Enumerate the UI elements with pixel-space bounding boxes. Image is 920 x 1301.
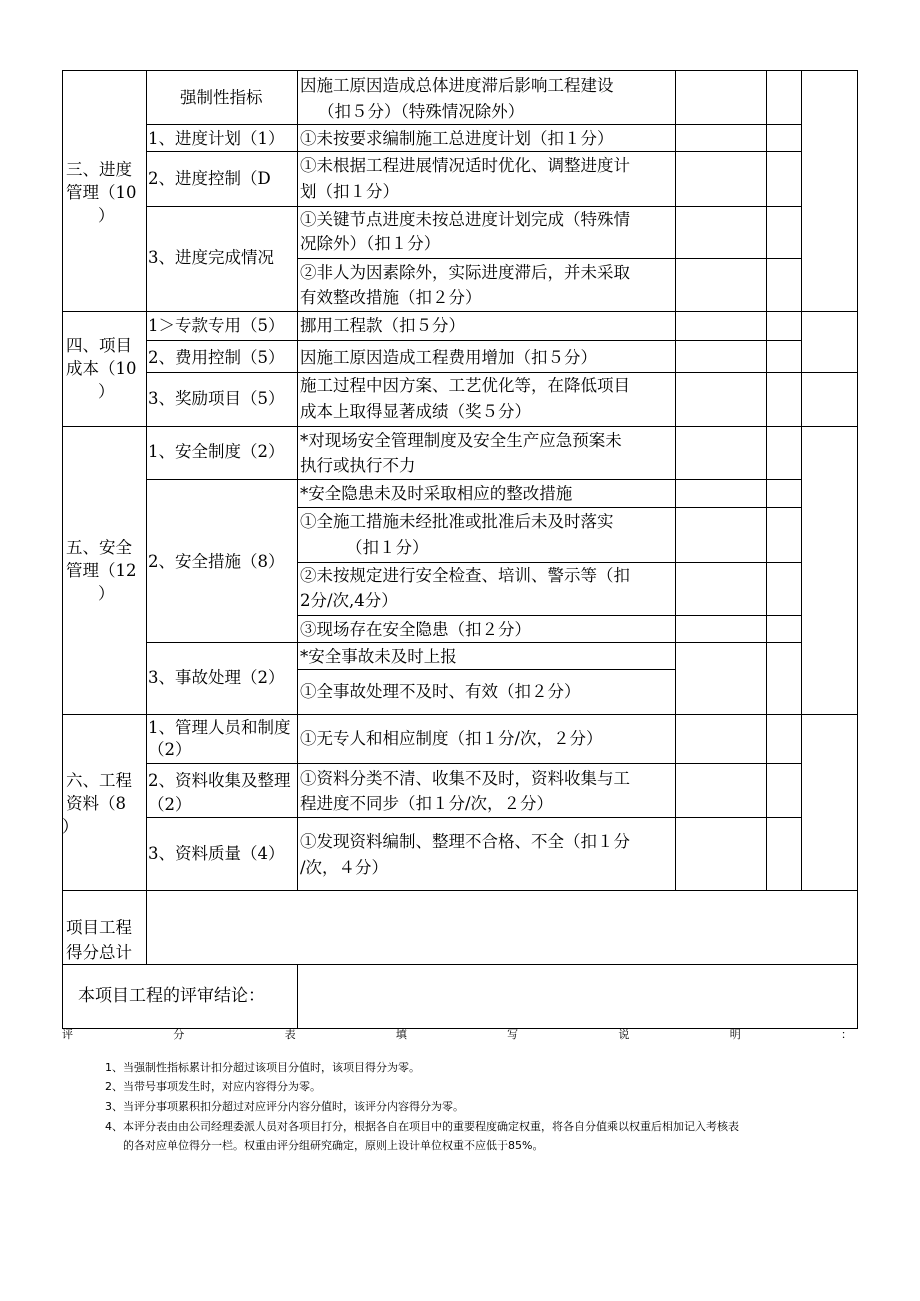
- criterion-line: /次，４分）: [300, 858, 389, 877]
- criterion-line: ①资料分类不清、收集不及时，资料收集与工: [300, 769, 630, 788]
- note-3: 3、当评分事项累积扣分超过对应评分内容分值时，该评分内容得分为零。: [105, 1100, 464, 1113]
- criterion-line: 因施工原因造成工程费用增加（扣５分）: [300, 348, 597, 367]
- item-doc-quality: 3、资料质量（4）: [148, 844, 285, 863]
- criterion-line: 挪用工程款（扣５分）: [300, 316, 465, 335]
- criterion-line: 因施工原因造成总体进度滞后影响工程建设: [300, 76, 614, 95]
- legend-char: 写: [507, 1028, 519, 1041]
- criterion-line: ③现场存在安全隐患（扣２分）: [300, 620, 531, 639]
- legend-char: ：: [840, 1028, 852, 1041]
- criterion-line: 划（扣１分）: [300, 182, 399, 201]
- category-cost-line3: ）: [98, 382, 115, 401]
- criterion-line: （扣５分）（特殊情况除外）: [318, 102, 525, 121]
- legend-char: 说: [618, 1028, 630, 1041]
- criterion-line: 成本上取得显著成绩（奖５分）: [300, 402, 531, 421]
- criterion-line: ①关键节点进度未按总进度计划完成（特殊情: [300, 210, 630, 229]
- category-progress-line2: 管理（10: [66, 183, 137, 202]
- criterion-line: ①发现资料编制、整理不合格、不全（扣１分: [300, 832, 630, 851]
- criterion-line: ①全施工措施未经批准或批准后未及时落实: [300, 512, 614, 531]
- category-documents-line1: 六、工程: [66, 771, 132, 790]
- category-safety-line2: 管理（12: [66, 561, 137, 580]
- criterion-line: 2分/次,4分）: [300, 591, 398, 610]
- legend-char: 明: [729, 1028, 741, 1041]
- item-safety-system: 1、安全制度（2）: [148, 442, 285, 461]
- category-cost-line1: 四、项目: [66, 336, 132, 355]
- item-special-fund: 1＞专款专用（5）: [148, 316, 285, 335]
- criterion-line: 程进度不同步（扣１分/次，２分）: [300, 794, 554, 813]
- criterion-line: 况除外）（扣１分）: [300, 234, 441, 253]
- criterion-line: ①未按要求编制施工总进度计划（扣１分）: [300, 129, 614, 148]
- legend-char: 填: [395, 1028, 407, 1041]
- category-documents-line3: ）: [62, 817, 79, 836]
- item-accident-handling: 3、事故处理（2）: [148, 668, 285, 687]
- category-safety-line1: 五、安全: [66, 538, 132, 557]
- item-safety-measures: 2、安全措施（8）: [148, 552, 285, 571]
- note-4: 4、本评分表由由公司经理委派人员对各项目打分，根据各自在项目中的重要程度确定权重，将各自分值乘以权重后相加记入考核表: [105, 1120, 739, 1133]
- item-progress-control: 2、进度控制（D: [148, 169, 271, 188]
- criterion-line: ②未按规定进行安全检查、培训、警示等（扣: [300, 566, 630, 585]
- legend-heading: [62, 1027, 852, 1043]
- criterion-line: ①无专人和相应制度（扣１分/次，２分）: [300, 729, 603, 748]
- criterion-line: ①全事故处理不及时、有效（扣２分）: [300, 682, 581, 701]
- criterion-line: *对现场安全管理制度及安全生产应急预案未: [300, 431, 622, 450]
- criterion-line: 施工过程中因方案、工艺优化等，在降低项目: [300, 376, 630, 395]
- total-score-label-line2: 得分总计: [66, 943, 132, 962]
- item-cost-control: 2、费用控制（5）: [148, 348, 285, 367]
- item-doc-collection: 2、资料收集及整理: [148, 771, 291, 790]
- item-progress-completion: 3、进度完成情况: [148, 248, 274, 267]
- category-safety-line3: ）: [98, 584, 115, 603]
- total-score-label-line1: 项目工程: [66, 918, 132, 937]
- item-reward: 3、奖励项目（5）: [148, 389, 285, 408]
- conclusion-label: 本项目工程的评审结论：: [78, 986, 265, 1006]
- criterion-line: 有效整改措施（扣２分）: [300, 288, 482, 307]
- category-cost-line2: 成本（10: [66, 359, 137, 378]
- note-4-line2: 的各对应单位得分一栏。权重由评分组研究确定，原则上设计单位权重不应低于85%。: [123, 1139, 544, 1152]
- item-staff-system-line2: （2）: [148, 740, 192, 759]
- criterion-line: *安全事故未及时上报: [300, 647, 457, 666]
- category-documents-line2: 资料（8: [66, 794, 126, 813]
- criterion-line: *安全隐患未及时采取相应的整改措施: [300, 484, 573, 503]
- item-doc-collection-line2: （2）: [148, 795, 192, 814]
- criterion-line: （扣１分）: [346, 538, 429, 557]
- note-2: 2、当带号事项发生时，对应内容得分为零。: [105, 1080, 321, 1093]
- legend-char: 表: [284, 1028, 296, 1041]
- legend-char: 评: [62, 1028, 73, 1041]
- legend-char: 分: [173, 1028, 185, 1041]
- note-1: 1、当强制性指标累计扣分超过该项目分值时，该项目得分为零。: [105, 1061, 420, 1074]
- item-staff-system: 1、管理人员和制度: [148, 718, 291, 737]
- category-progress-line1: 三、进度: [66, 160, 132, 179]
- criterion-line: ②非人为因素除外，实际进度滞后，并未采取: [300, 263, 630, 282]
- criterion-line: ①未根据工程进展情况适时优化、调整进度计: [300, 156, 630, 175]
- criterion-line: 执行或执行不力: [300, 456, 416, 475]
- item-mandatory-indicator: 强制性指标: [180, 88, 263, 107]
- item-progress-plan: 1、进度计划（1）: [148, 129, 285, 148]
- category-progress-line3: ）: [98, 206, 115, 225]
